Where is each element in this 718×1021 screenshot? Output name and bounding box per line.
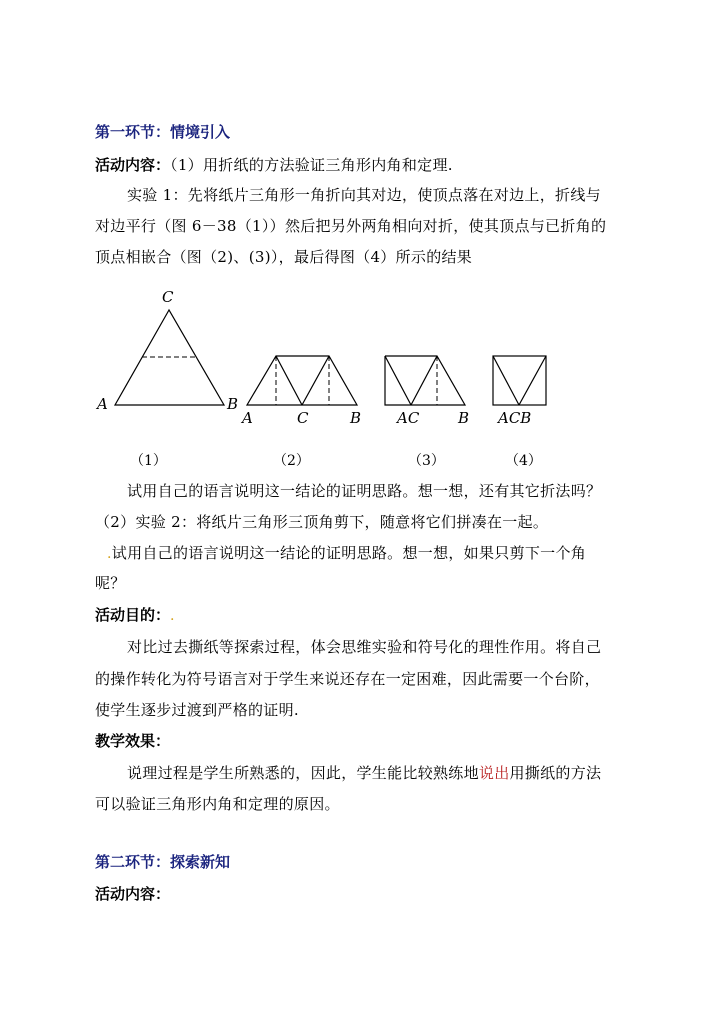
purpose-line2: 的操作转化为符号语言对于学生来说还存在一定困难，因此需要一个台阶，	[95, 670, 600, 688]
purpose-mark: .	[170, 608, 175, 624]
caption-1: （1）	[130, 453, 167, 469]
fig1-label-c: C	[162, 288, 174, 306]
activity-content-text: （1）用折纸的方法验证三角形内角和定理.	[170, 156, 453, 174]
experiment1-line2: 对边平行（图 6－38（1））然后把另外两角相向对折，使其顶点与已折角的	[95, 217, 607, 235]
fig1-label-a: A	[97, 395, 108, 413]
purpose-line1: 对比过去撕纸等探索过程，体会思维实验和符号化的理性作用。将自己	[127, 638, 602, 656]
section2-activity-label: 活动内容：	[95, 885, 171, 903]
activity-content-row	[95, 155, 453, 175]
fig1-label-b: B	[227, 395, 239, 413]
caption-4: （4）	[505, 453, 542, 469]
figure4-rectangle	[493, 356, 546, 427]
experiment1-line1: 实验 1：先将纸片三角形一角折向其对边，使顶点落在对边上，折线与	[127, 186, 601, 204]
caption-3: （3）	[408, 453, 445, 469]
folding-diagram	[0, 280, 718, 480]
fig4-label-acb: ACB	[498, 409, 532, 427]
purpose-label: 活动目的：	[95, 606, 171, 624]
figure2-trapezoid	[240, 356, 361, 427]
effect-line1-a: 说理过程是学生所熟悉的，因此，学生能比较熟练地	[127, 764, 479, 782]
section2-title: 第二环节：探索新知	[95, 853, 231, 871]
experiment2-text: （2）实验 2：将纸片三角形三顶角剪下，随意将它们拼凑在一起。	[95, 513, 549, 531]
question2-line1: 试用自己的语言说明这一结论的证明思路。想一想，如果只剪下一个角	[111, 544, 587, 562]
experiment1-line3: 顶点相嵌合（图（2)、(3)），最后得图（4）所示的结果	[95, 248, 473, 266]
fig2-label-c: C	[297, 409, 309, 427]
effect-line1-b: 用撕纸的方法	[509, 764, 602, 782]
question1-text: 试用自己的语言说明这一结论的证明思路。想一想，还有其它折法吗？	[127, 482, 602, 500]
fig3-label-ac: AC	[397, 409, 420, 427]
question2-mark: .	[107, 546, 112, 562]
effect-label: 教学效果：	[95, 732, 171, 750]
effect-line2: 可以验证三角形内角和定理的原因。	[95, 795, 340, 813]
fig2-label-a: A	[242, 409, 253, 427]
fig3-label-b: B	[458, 409, 470, 427]
section1-title: 第一环节：情境引入	[95, 123, 231, 141]
question2-line2: 呢？	[95, 574, 126, 592]
purpose-line3: 使学生逐步过渡到严格的证明.	[95, 701, 299, 719]
activity-content-label: 活动内容：	[95, 156, 171, 174]
figure1-triangle	[95, 288, 238, 413]
effect-line1-red: 说出	[478, 764, 510, 782]
purpose-row	[95, 605, 174, 626]
folding-figure	[0, 280, 718, 480]
fig2-label-b: B	[350, 409, 362, 427]
figure3-shape	[385, 356, 469, 427]
effect-line1	[127, 763, 601, 783]
caption-2: （2）	[273, 453, 310, 469]
question2-row1	[107, 543, 586, 564]
